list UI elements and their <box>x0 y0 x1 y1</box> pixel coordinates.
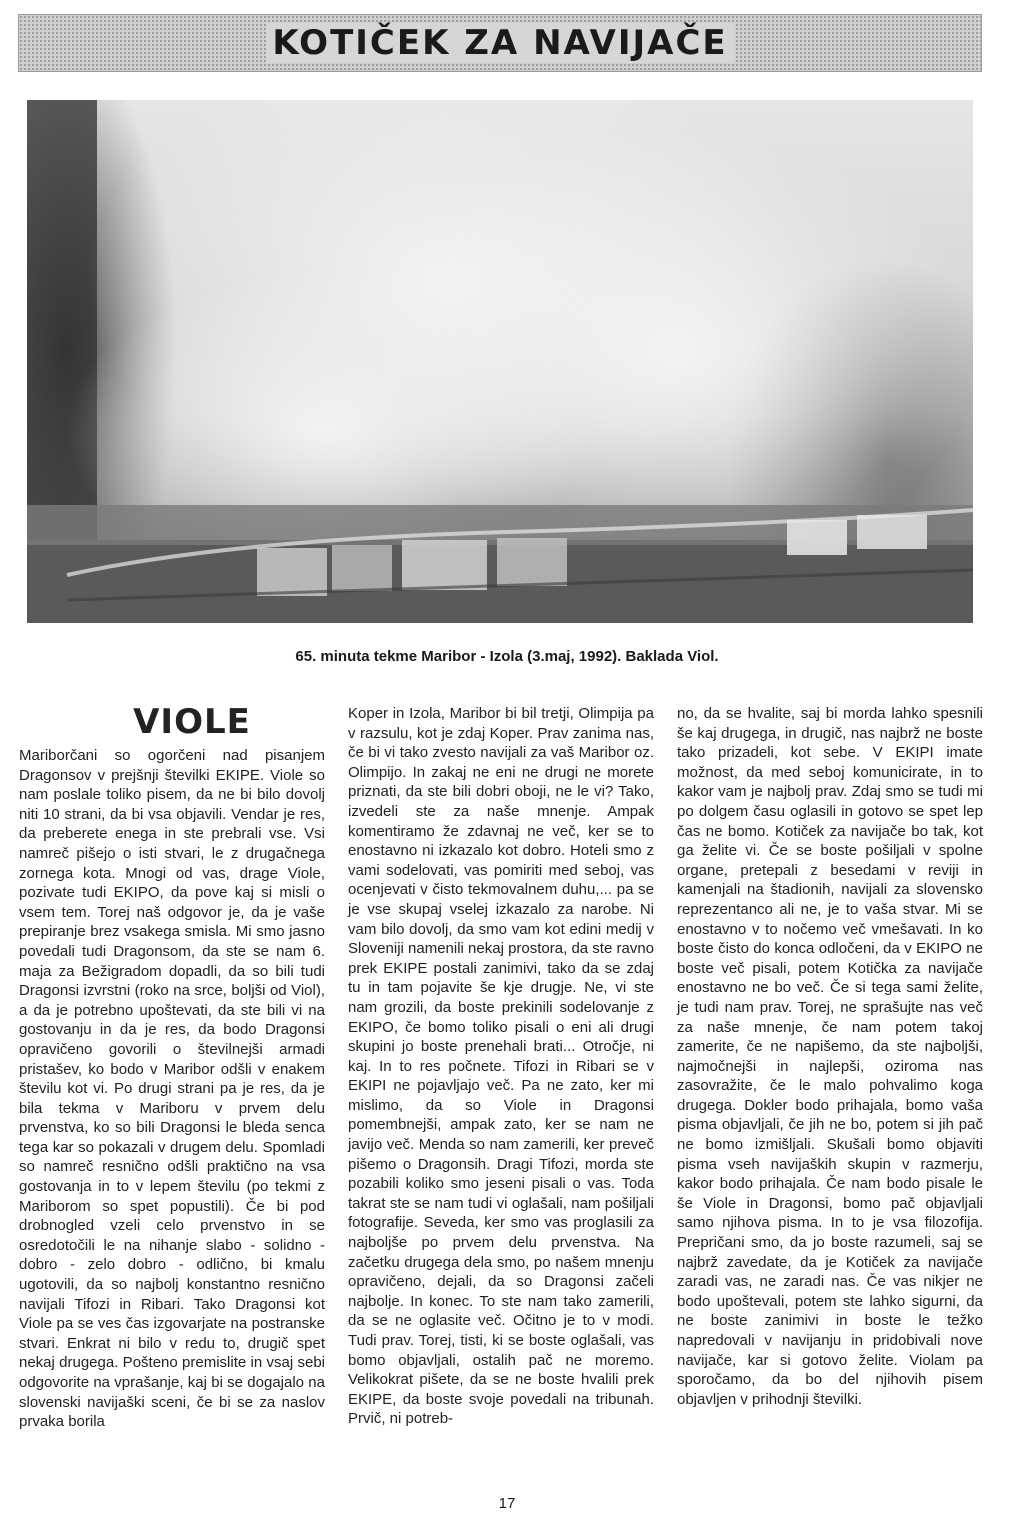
article-text: Mariborčani so ogorčeni nad pisanjem Dragonsov v prejšnji številki EKIPE. Viole so nam poslale toliko pisem, da ne bi bilo dovolj niti 10 strani, da bi vsa objavili. Vendar je res, da preberete enega in ste prebrali vse. Vsi namreč pišejo o isti stvari, le z drugačnega zornega kota. Mnogi od vas, drage Viole, pozivate tudi EKIPO, da pove kaj si misli o vsem tem. Torej naš odgovor je, da je vaše prepiranje brez vsakega smisla. Mi smo jasno povedali tudi Dragonsom, da ste se nam 6. maja za Bežigradom dopadli, da so bili tudi Dragonsi izvrstni (roko na srce, boljši od Viol), a da je potrebno upoštevati, da ste bili vi na gostovanju in da je res, da bodo Dragonsi opravičeno govorili o številnejši armadi pristašev, ko bodo v Maribor odšli v enakem številu kot vi. Po drugi strani pa je res, da je bila tekma v Mariboru v prvem delu prvenstva, ko so bili Dragonsi le bleda senca tega kar so pokazali v drugem delu. Spomladi so namreč resnično odšli praktično na vsa gostovanja in to v lepem številu (po tekmi z Mariborom so spet popustili). Če bi pod drobnogled vzeli celo prvenstvo in se osredotočili le na nihanje slabo - solidno - dobro - zelo dobro - odlično, bi kmalu ugotovili, da so najbolj konstantno resnično navijali Tifozi in Ribari. Tako Dragonsi kot Viole pa se ves čas izgovarjate na postranske stvari. Enkrat ni bilo v redu to, drugič spet nekaj drugega. Pošteno premislite in vsaj sebi odgovorite na vprašanje, kaj bi se dogajalo na slovenski navijaški sceni, če bi se za naslov prvaka borila <box>19 747 325 1431</box>
article-column-2 <box>348 704 654 1429</box>
article-title: VIOLE <box>133 702 251 742</box>
article-text: Koper in Izola, Maribor bi bil tretji, Olimpija pa v razsulu, kot je zdaj Koper. Prav zanima nas, če bi vi tako zvesto navijali za vaš Maribor oz. Olimpijo. In zakaj ne eni ne drugi ne morete priznati, da ste bili dobri oboji, ne le vi? Tako, izvedeli ste za naše mnenje. Ampak komentiramo že zdavnaj ne več, ker se to enostavno ni izkazalo kot dobro. Hoteli smo z vami sodelovati, vas pomiriti med seboj, vas ocenjevati v čisto tekmovalnem duhu,... pa se je vse skupaj vselej izkazalo za narobe. Ni vam bilo dovolj, da smo vam kot edini medij v Sloveniji namenili nekaj prostora, da ste ravno prek EKIPE postali zanimivi, tako da se zdaj tu in tam pojavite še kje drugje. Ne, vi ste nam grozili, da boste prekinili sodelovanje z EKIPO, če bomo toliko pisali o eni ali drugi skupini jo boste prenehali brati... Otročje, ni kaj. In to res počnete. Tifozi in Ribari se v EKIPI ne pojavljajo več. Pa ne zato, ker mi mislimo, da so Viole in Dragonsi pomembnejši, ampak zato, ker se nam ne javijo več. Menda so nam zamerili, ker preveč pišemo o Dragonsih. Dragi Tifozi, morda ste pozabili koliko smo jeseni pisali o vas. Toda takrat ste se nam tudi vi oglašali, nam pošiljali fotografije. Seveda, ker smo vas proglasili za najboljše po prvem delu prvenstva. Na začetku drugega dela smo, po našem mnenju opravičeno, dejali, da so Dragonsi začeli najbolje. In konec. To ste nam tako zamerili, da se ne oglasite več. Očitno je to v modi. Tudi prav. Torej, tisti, ki se boste oglašali, vas bomo objavljali, ostalih pač ne moremo. Velikokrat pišete, da se ne boste hvalili prek EKIPE, da boste svoje povedali na tribunah. Prvič, ni potreb- <box>348 705 654 1428</box>
section-title: KOTIČEK ZA NAVIJAČE <box>266 23 733 63</box>
photo-caption: 65. minuta tekme Maribor - Izola (3.maj, 1992). Baklada Viol. <box>295 648 719 665</box>
article-column-1 <box>19 704 325 1432</box>
article-text: no, da se hvalite, saj bi morda lahko spesnili še kaj drugega, in drugič, nas najbrž ne boste tako prizadeli, kot sebe. V EKIPI imate možnost, da med seboj komunicirate, in to kakor vam je najbolj prav. Zdaj smo se tudi mi po dolgem času oglasili in gotovo se spet lep čas ne bomo. Kotiček za navijače bo tak, kot ga želite vi. Če se boste pošiljali v spolne organe, pretepali z besedami v reviji in kamenjali na štadionih, navijali za slovensko reprezentanco ali ne, je to vaša stvar. Mi se enostavno v to nočemo več vmešavati. In ko boste čisto do konca odločeni, da v EKIPO ne boste več pisali, potem Kotička za navijače enostavno ne bo več. Če si tega sami želite, je tudi nam prav. Torej, ne sprašujte nas več za naše mnenje, če nam potem takoj zamerite, če ne napišemo, da ste najboljši, najmočnejši in najlepši, oziroma nas zasovražite, če le malo pohvalimo koga drugega. Dokler bodo prihajala, bomo vaša pisma objavljali, če jih ne bo, potem si jih pač ne bomo izmišljali. Skušali bomo objaviti pisma vseh navijaških skupin v razmerju, kakor bodo prihajala. Če nam bodo pisale le še Viole in Dragonsi, bomo pač objavljali samo njihova pisma. In to je vsa filozofija. Prepričani smo, da jo boste razumeli, saj se najbrž zavedate, da je Kotiček za navijače zaradi vas, ne zaradi nas. Če vas nikjer ne bodo upoštevali, potem ste lahko sigurni, da ne boste zanimivi in boste le težko napredovali v navijanju in pridobivali nove navijače, kar si gotovo želite. Violam pa sporočamo, da bo del njihovih pisem objavljen v prihodnji številki. <box>677 705 983 1408</box>
section-banner <box>18 14 982 72</box>
article-column-3 <box>677 704 983 1409</box>
page-number: 17 <box>498 1495 516 1512</box>
stadium-photo <box>27 100 973 623</box>
